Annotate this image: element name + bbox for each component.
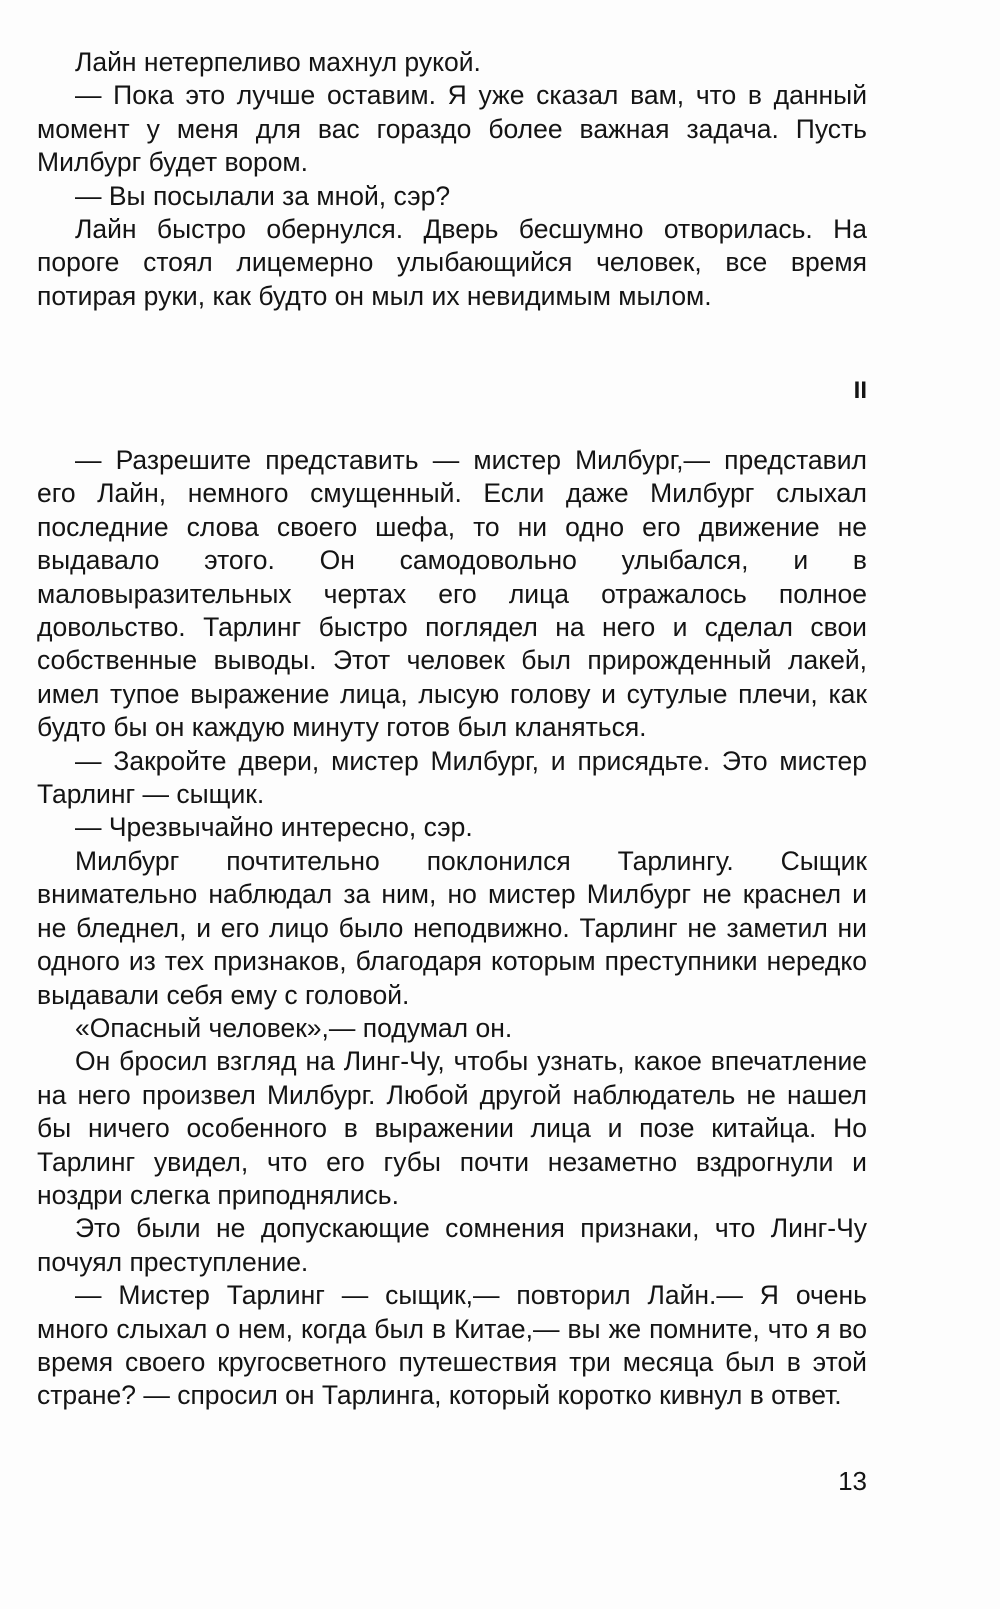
paragraph: Лайн нетерпеливо махнул рукой.: [75, 47, 481, 77]
paragraph: «Опасный человек»,— подумал он.: [75, 1012, 513, 1043]
paragraph: Он бросил взгляд на Линг-Чу, чтобы узнать, какое впечатление на него произвел Милбург. Любой другой наблюдатель не нашел бы ничего особенного в выражении лица и позе китайца. Но Тарлинг увидел, что его губы почти незаметно вздрогнули и ноздри слегка приподнялись.: [37, 1046, 867, 1210]
paragraph: — Разрешите представить — мистер Милбург,— представил его Лайн, немного смущенный. Если даже Милбург слыхал последние слова своего шефа, то ни одно его движение не выдавало этого. Он самодовольно улыбался, и в маловыразительных чертах его лица отражалось полное довольство. Тарлинг быстро поглядел на него и сделал свои собственные выводы. Этот человек был прирожденный лакей, имел тупое выражение лица, лысую голову и сутулые плечи, как будто бы он каждую минуту готов был кланяться.: [37, 445, 867, 743]
section-number: II: [853, 377, 867, 404]
paragraph: Лайн быстро обернулся. Дверь бесшумно отворилась. На пороге стоял лицемерно улыбающийся человек, все время потирая руки, как будто он мыл их невидимым мылом.: [37, 214, 867, 311]
paragraph: — Закройте двери, мистер Милбург, и присядьте. Это мистер Тарлинг — сыщик.: [37, 745, 867, 810]
paragraph: — Мистер Тарлинг — сыщик,— повторил Лайн.— Я очень много слыхал о нем, когда был в Китае,— вы же помните, что я во время своего кругосветного путешествия три месяца был в этой стране? — спросил он Тарлинга, который коротко кивнул в ответ.: [37, 1280, 867, 1411]
paragraph: — Пока это лучше оставим. Я уже сказал вам, что в данный момент у меня для вас гораздо более важная задача. Пусть Милбург будет вором.: [37, 80, 867, 178]
text-block-bottom: [37, 444, 867, 1413]
page-number: 13: [838, 1466, 867, 1496]
paragraph: Это были не допускающие сомнения признаки, что Линг-Чу почуял преступление.: [37, 1213, 867, 1277]
paragraph: — Чрезвычайно интересно, сэр.: [75, 812, 473, 843]
paragraph: Милбург почтительно поклонился Тарлингу. Сыщик внимательно наблюдал за ним, но мистер Милбург не краснел и не бледнел, и его лицо было неподвижно. Тарлинг не заметил ни одного из тех признаков, благодаря которым преступники нередко выдавали себя ему с головой.: [37, 845, 867, 1010]
paragraph: — Вы посылали за мной, сэр?: [75, 180, 451, 211]
text-block-top: [37, 46, 867, 313]
